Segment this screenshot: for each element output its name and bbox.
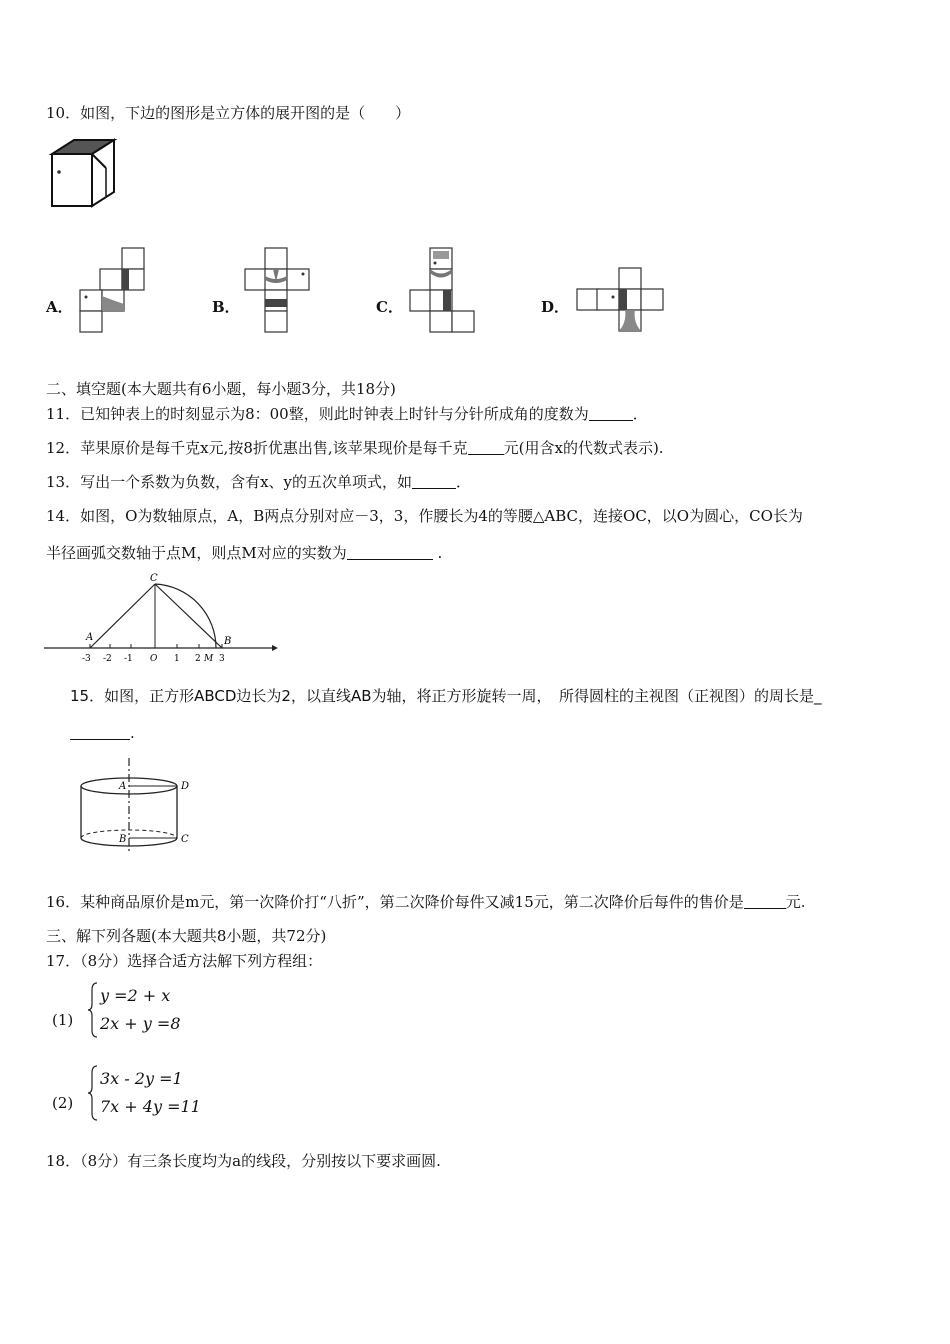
q16 (46, 892, 806, 912)
q14-line2 (46, 543, 442, 563)
option-c-label: C． (376, 298, 403, 316)
tick-label: 3 (219, 654, 225, 664)
net-option-c (408, 246, 478, 336)
net-option-a (78, 246, 148, 336)
q17-stem: 17．（8分）选择合适方法解下列方程组： (46, 952, 323, 970)
q13 (46, 472, 471, 492)
q17-p2-eq2: 7x + 4y =11 (100, 1097, 201, 1116)
q12-end: 元(用含x的代数式表示). (503, 439, 664, 457)
label-b: B (224, 636, 232, 647)
q14-text: 半径画弧交数轴于点M，则点M对应的实数为 (46, 544, 347, 562)
number-line-figure (44, 572, 279, 664)
label-a: A (86, 632, 94, 643)
answer-blank (347, 545, 433, 560)
tick-label: O (150, 654, 158, 664)
q16-end: 元. (785, 893, 806, 911)
q17-p2-eq1: 3x - 2y =1 (100, 1069, 183, 1088)
q15-line1: 15．如图，正方形ABCD边长为2，以直线AB为轴，将正方形旋转一周， 所得圆柱的主视图（正视图）的周长是_ (70, 687, 822, 705)
label-b: B (119, 834, 127, 845)
label-a: A (119, 781, 127, 792)
answer-blank (412, 474, 456, 489)
q13-text: 13．写出一个系数为负数，含有x、y的五次单项式，如 (46, 473, 413, 491)
q18-stem: 18．（8分）有三条长度均为a的线段，分别按以下要求画圆. (46, 1152, 441, 1170)
section3-heading: 三、解下列各题(本大题共8小题，共72分) (46, 927, 327, 945)
tick-label: 2 (195, 654, 201, 664)
q14-end: . (432, 544, 443, 562)
q15-end: . (130, 724, 135, 742)
q15-line2 (46, 723, 135, 743)
q17-p1-eq1: y =2 + x (100, 986, 171, 1005)
brace-icon (88, 982, 98, 1038)
label-c: C (181, 834, 189, 845)
tick-label: M (204, 654, 214, 664)
section2-heading: 二、填空题(本大题共有6小题，每小题3分，共18分) (46, 380, 396, 398)
label-c: C (150, 573, 158, 584)
q17-part1-label: (1) (52, 1011, 74, 1029)
tick-label: -2 (103, 654, 112, 664)
q11 (46, 404, 648, 424)
tick-label: -1 (124, 654, 133, 664)
answer-blank (589, 406, 633, 421)
q12-text: 12．苹果原价是每千克x元,按8折优惠出售,该苹果现价是每千克 (46, 439, 468, 457)
option-b-label: B． (212, 298, 240, 316)
brace-icon (88, 1065, 98, 1121)
net-option-b (243, 246, 313, 336)
answer-blank (468, 440, 504, 455)
cylinder-figure (74, 758, 204, 854)
q11-end: ． (632, 405, 648, 423)
label-d: D (181, 781, 190, 792)
option-a-label: A． (46, 298, 73, 316)
net-option-d (575, 266, 665, 336)
option-d-label: D． (541, 298, 570, 316)
cube-figure (48, 138, 118, 210)
tick-label: -3 (82, 654, 91, 664)
answer-blank (744, 894, 786, 909)
q17-p1-eq2: 2x + y =8 (100, 1014, 181, 1033)
q10-stem: 10．如图，下边的图形是立方体的展开图的是（ ） (46, 104, 411, 122)
q14-line1: 14．如图，O为数轴原点，A，B两点分别对应－3，3，作腰长为4的等腰△ABC，连接OC，以O为圆心，CO长为 (46, 507, 803, 525)
answer-blank (70, 725, 130, 740)
q11-text: 11．已知钟表上的时刻显示为8：00整，则此时钟表上时针与分针所成角的度数为 (46, 405, 589, 423)
q16-text: 16．某种商品原价是m元，第一次降价打“八折”，第二次降价每件又减15元，第二次降价后每件的售价是 (46, 893, 744, 911)
tick-label: 1 (174, 654, 180, 664)
q17-part2-label: (2) (52, 1094, 74, 1112)
q13-end: ． (456, 473, 472, 491)
q12 (46, 438, 664, 458)
